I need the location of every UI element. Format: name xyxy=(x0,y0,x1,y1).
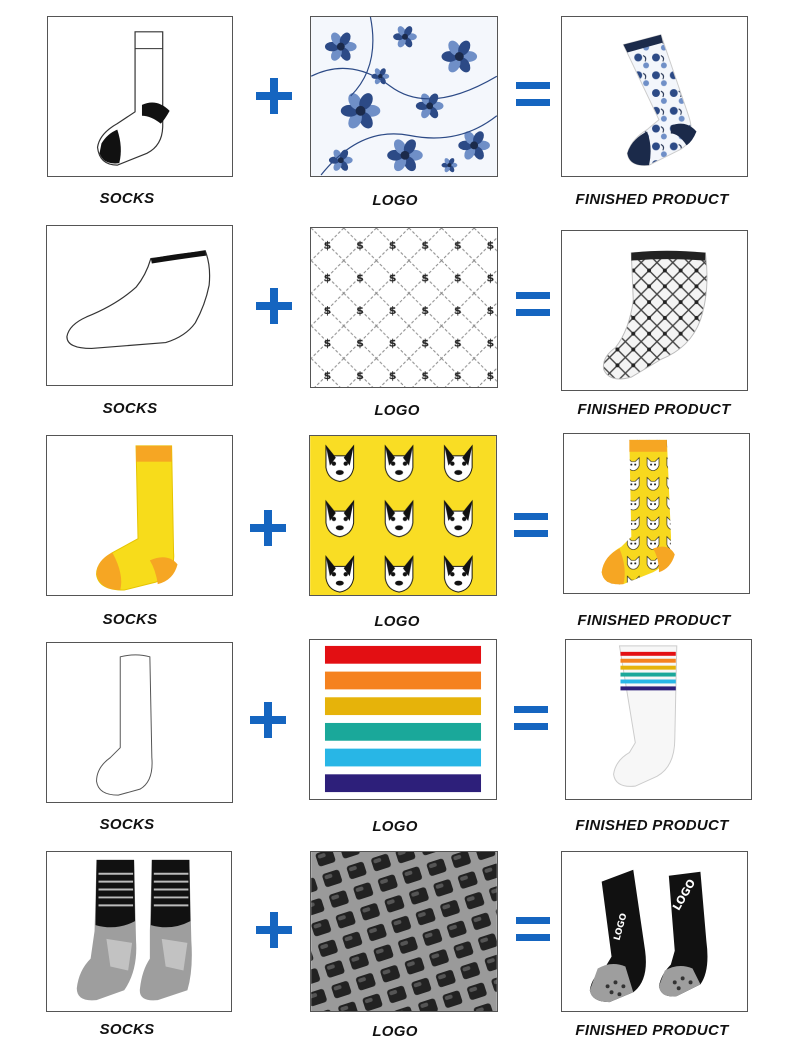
rainbow-stripe xyxy=(325,749,481,767)
rainbow-stripe xyxy=(325,723,481,741)
socks-label-1: SOCKS xyxy=(99,190,155,207)
logo-label-3: LOGO xyxy=(374,613,420,630)
rainbow-stripe xyxy=(325,672,481,690)
socks-label-3: SOCKS xyxy=(102,611,158,628)
sock-template-3 xyxy=(46,435,233,596)
sock-stripe xyxy=(620,659,675,663)
socks-label-5: SOCKS xyxy=(99,1021,155,1038)
equals-icon xyxy=(516,917,550,943)
plus-icon xyxy=(248,508,288,548)
sock-stripe xyxy=(620,673,675,677)
logo-pattern-blue-floral xyxy=(310,16,498,177)
finished-product-label-4: FINISHED PRODUCT xyxy=(575,817,729,834)
finished-product-4 xyxy=(565,639,752,800)
logo-label-1: LOGO xyxy=(372,192,418,209)
finished-product-5 xyxy=(561,851,748,1012)
finished-product-2 xyxy=(561,230,748,391)
plus-icon xyxy=(248,700,288,740)
sock-template-4 xyxy=(46,642,233,803)
finished-product-1 xyxy=(561,16,748,177)
sock-template-2 xyxy=(46,225,233,386)
sock-template-5 xyxy=(46,851,232,1012)
logo-pattern-bulldog-yellow xyxy=(309,435,497,596)
svg-text:LOGO: LOGO xyxy=(670,876,699,913)
equals-icon xyxy=(514,706,548,732)
sock-stripe xyxy=(620,666,675,670)
logo-pattern-grip-pads xyxy=(310,851,498,1012)
plus-icon xyxy=(254,910,294,950)
finished-product-3 xyxy=(563,433,750,594)
equals-icon xyxy=(516,292,550,318)
sock-template-1 xyxy=(47,16,233,177)
sock-stripe xyxy=(620,680,675,684)
rainbow-stripe xyxy=(325,646,481,664)
svg-text:LOGO: LOGO xyxy=(612,912,630,942)
rainbow-stripe xyxy=(325,774,481,792)
socks-label-4: SOCKS xyxy=(99,816,155,833)
rainbow-stripe xyxy=(325,697,481,715)
plus-icon xyxy=(254,286,294,326)
equals-icon xyxy=(516,82,550,108)
logo-label-2: LOGO xyxy=(374,402,420,419)
finished-product-label-3: FINISHED PRODUCT xyxy=(577,612,731,629)
plus-icon xyxy=(254,76,294,116)
sock-stripe xyxy=(620,652,675,656)
logo-label-5: LOGO xyxy=(372,1023,418,1040)
logo-pattern-rainbow-stripes xyxy=(309,639,497,800)
equals-icon xyxy=(514,513,548,539)
finished-product-label-1: FINISHED PRODUCT xyxy=(575,191,729,208)
socks-label-2: SOCKS xyxy=(102,400,158,417)
finished-product-label-2: FINISHED PRODUCT xyxy=(577,401,731,418)
logo-pattern-dollar-diamond xyxy=(310,227,498,388)
logo-label-4: LOGO xyxy=(372,818,418,835)
sock-stripe xyxy=(620,686,675,690)
finished-product-label-5: FINISHED PRODUCT xyxy=(575,1022,729,1039)
